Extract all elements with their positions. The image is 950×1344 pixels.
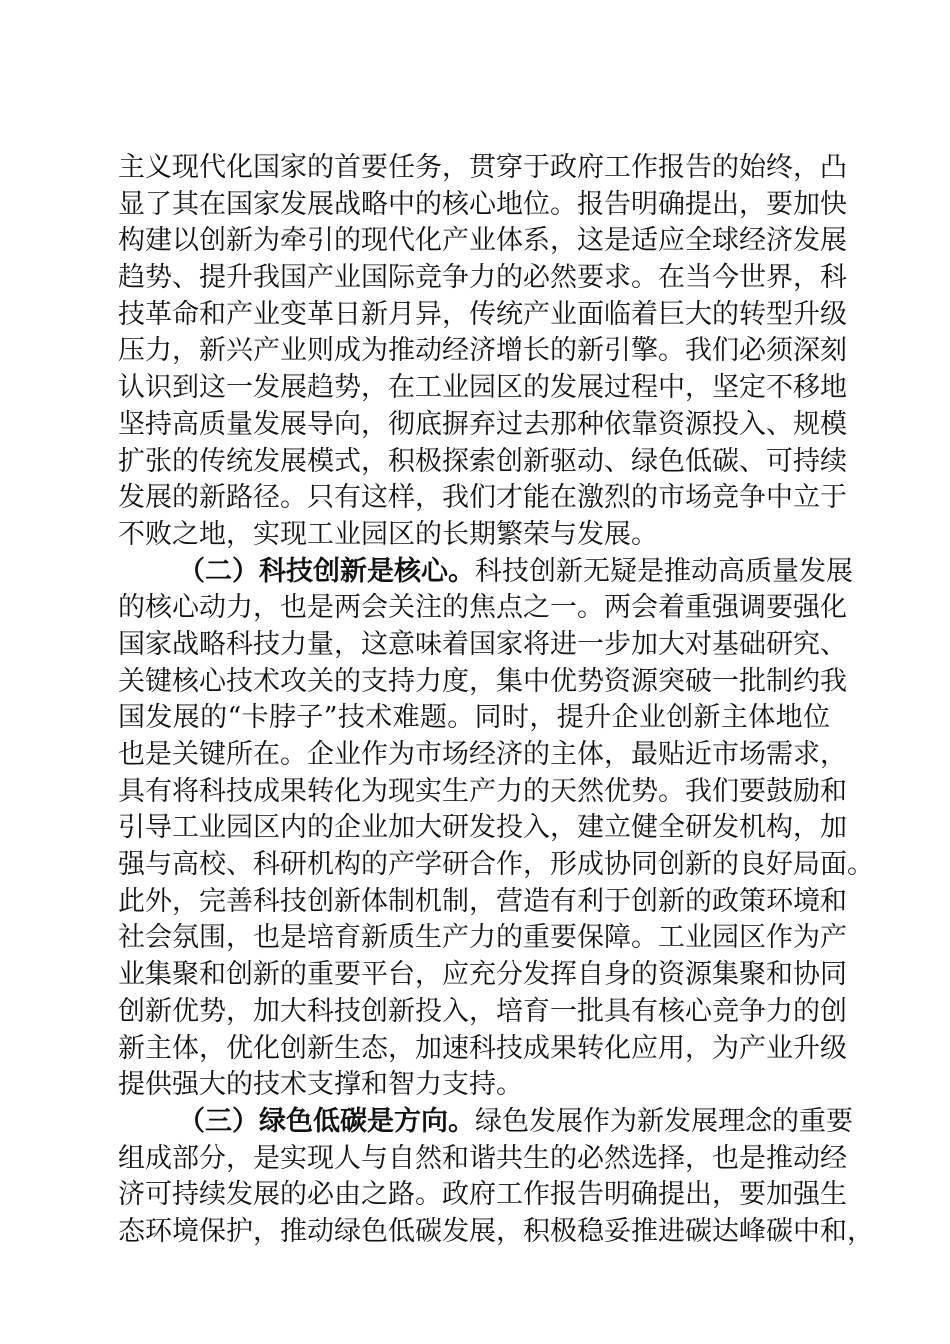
text-line: 不败之地，实现工业园区的长期繁荣与发展。 <box>118 518 658 550</box>
text-line: 发展的新路径。只有这样，我们才能在激烈的市场竞争中立于 <box>118 482 847 514</box>
text-run: 绿色发展作为新发展理念的重要 <box>475 1105 853 1137</box>
text-run: 科技创新无疑是推动高质量发展 <box>475 555 853 587</box>
text-line: 态环境保护，推动绿色低碳发展，积极稳妥推进碳达峰碳中和， <box>118 1215 874 1247</box>
text-line: 组成部分，是实现人与自然和谐共生的必然选择，也是推动经 <box>118 1142 847 1174</box>
text-line: 构建以创新为牵引的现代化产业体系，这是适应全球经济发展 <box>118 225 847 257</box>
text-line: 技革命和产业变革日新月异，传统产业面临着巨大的转型升级 <box>118 298 847 330</box>
text-line-first <box>118 1104 853 1141</box>
text-line: 引导工业园区内的企业加大研发投入，建立健全研发机构，加 <box>118 812 847 844</box>
text-line-first <box>118 554 853 591</box>
text-line: 创新优势，加大科技创新投入，培育一批具有核心竞争力的创 <box>118 995 847 1027</box>
text-line: 济可持续发展的必由之路。政府工作报告明确提出，要加强生 <box>118 1179 847 1211</box>
text-line: 压力，新兴产业则成为推动经济增长的新引擎。我们必须深刻 <box>118 335 847 367</box>
text-line: 趋势、提升我国产业国际竞争力的必然要求。在当今世界，科 <box>118 262 847 294</box>
text-line: 国发展的“卡脖子”技术难题。同时，提升企业创新主体地位 <box>118 702 830 734</box>
text-line: 新主体，优化创新生态，加速科技成果转化应用，为产业升级 <box>118 1032 847 1064</box>
text-line: 社会氛围，也是培育新质生产力的重要保障。工业园区作为产 <box>118 922 847 954</box>
document-body <box>118 150 874 1251</box>
text-line: 提供强大的技术支撑和智力支持。 <box>118 1069 523 1101</box>
section-heading: （二）科技创新是核心。 <box>178 555 475 587</box>
text-line: 业集聚和创新的重要平台，应充分发挥自身的资源集聚和协同 <box>118 959 847 991</box>
paragraph-3 <box>118 1104 874 1251</box>
text-line: 显了其在国家发展战略中的核心地位。报告明确提出，要加快 <box>118 188 847 220</box>
text-line: 的核心动力，也是两会关注的焦点之一。两会着重强调要强化 <box>118 592 847 624</box>
text-line: 坚持高质量发展导向，彻底摒弃过去那种依靠资源投入、规模 <box>118 408 847 440</box>
text-line: 强与高校、科研机构的产学研合作，形成协同创新的良好局面。 <box>118 849 874 881</box>
text-line: 国家战略科技力量，这意味着国家将进一步加大对基础研究、 <box>118 628 847 660</box>
text-line: 主义现代化国家的首要任务，贯穿于政府工作报告的始终，凸 <box>118 152 847 183</box>
text-line: 也是关键所在。企业作为市场经济的主体，最贴近市场需求， <box>118 739 847 770</box>
text-line: 关键核心技术攻关的支持力度，集中优势资源突破一批制约我 <box>118 665 847 697</box>
paragraph-2 <box>118 554 874 1104</box>
text-line: 扩张的传统发展模式，积极探索创新驱动、绿色低碳、可持续 <box>118 445 847 477</box>
paragraph-1 <box>118 150 847 554</box>
text-line: 具有将科技成果转化为现实生产力的天然优势。我们要鼓励和 <box>118 775 847 807</box>
text-line: 此外，完善科技创新体制机制，营造有利于创新的政策环境和 <box>118 885 847 917</box>
section-heading: （三）绿色低碳是方向。 <box>178 1105 475 1137</box>
text-line: 认识到这一发展趋势，在工业园区的发展过程中，坚定不移地 <box>118 372 847 404</box>
